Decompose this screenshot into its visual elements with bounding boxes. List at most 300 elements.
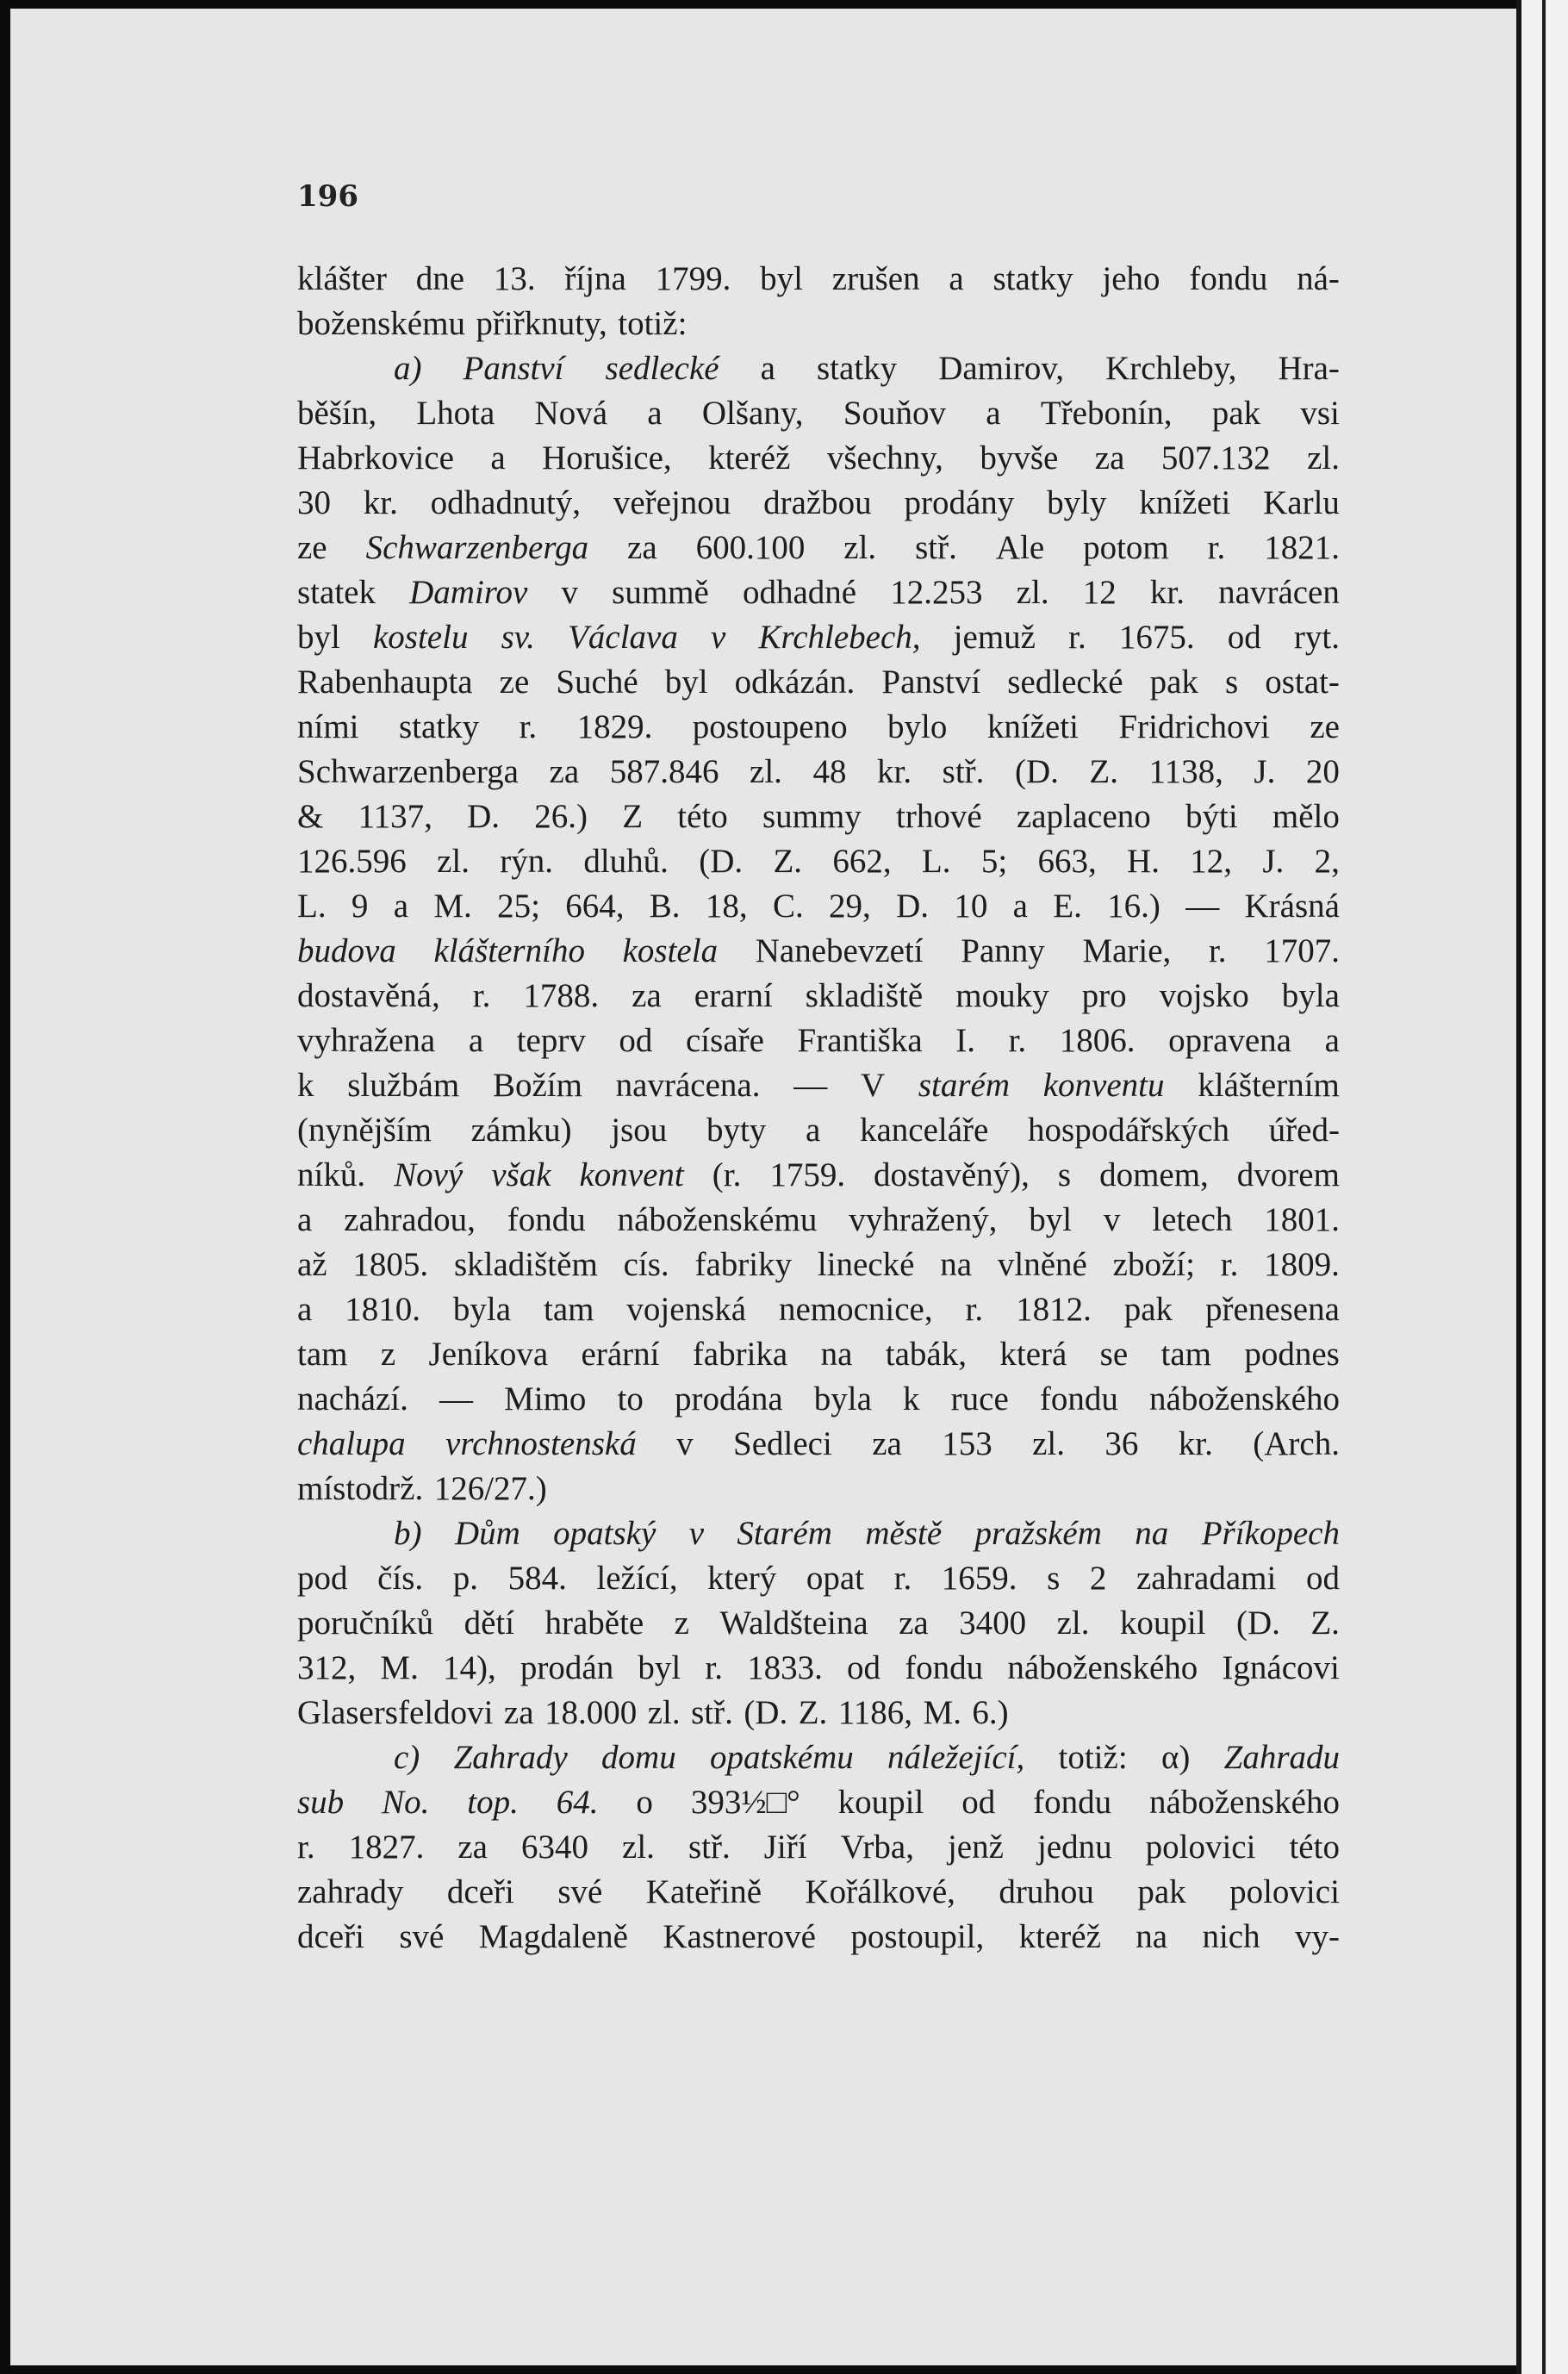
word: 18.000	[544, 1694, 638, 1731]
word: Suché	[556, 664, 638, 701]
word: 1809.	[1264, 1246, 1340, 1283]
word: byvše	[980, 439, 1059, 477]
text-line	[297, 1153, 1340, 1198]
word: stř.	[688, 1829, 731, 1866]
word: od	[847, 1649, 881, 1686]
word: Damirov,	[938, 350, 1065, 387]
word: zl.	[622, 1829, 655, 1866]
word: zrušen	[831, 260, 920, 297]
word: mouky	[955, 977, 1049, 1014]
word: 587.846	[609, 753, 719, 790]
word: summy	[762, 798, 862, 835]
word: to	[617, 1380, 644, 1418]
word: 64.	[556, 1784, 599, 1821]
word: dostavěný),	[874, 1156, 1030, 1193]
word: kteréž	[708, 439, 791, 477]
word: M.	[433, 888, 472, 925]
word: Lhota	[416, 395, 495, 432]
word: domem,	[1099, 1156, 1209, 1193]
word: statek	[297, 574, 376, 611]
word: M.	[380, 1649, 419, 1686]
word: D.	[467, 798, 501, 835]
word: tabák,	[885, 1336, 967, 1373]
word: 126/27.)	[433, 1470, 547, 1507]
word: 36	[1104, 1425, 1139, 1462]
word: 6340	[521, 1829, 589, 1866]
text-line	[297, 1780, 1340, 1825]
word: odhadné	[742, 574, 857, 611]
word: a	[760, 350, 775, 387]
word: opatskému	[709, 1739, 854, 1776]
word: náležející,	[887, 1739, 1025, 1776]
word: polovici	[1229, 1873, 1340, 1910]
word: 2,	[1314, 843, 1340, 880]
word: Kastnerové	[663, 1918, 816, 1955]
text-line	[297, 526, 1340, 570]
word: náboženského	[1149, 1784, 1340, 1821]
word: (r.	[712, 1156, 742, 1193]
word: místodrž.	[297, 1470, 424, 1507]
word: nich	[1202, 1918, 1260, 1955]
word: Fridrichovi	[1118, 708, 1270, 745]
word: nachází.	[297, 1380, 408, 1418]
word: fondu	[507, 1201, 586, 1238]
word: boženskému	[297, 305, 465, 342]
word: Olšany,	[701, 395, 804, 432]
word: od	[961, 1784, 996, 1821]
word: rýn.	[500, 843, 554, 880]
word: skladištěm	[453, 1246, 598, 1283]
text-line	[297, 1332, 1340, 1377]
word: zámku)	[470, 1112, 572, 1149]
word: vlněné	[997, 1246, 1087, 1283]
word: stř.	[942, 753, 985, 790]
word: 9	[351, 888, 369, 925]
word: za	[632, 977, 662, 1014]
word: v	[711, 619, 726, 656]
word: c)	[394, 1739, 420, 1776]
word: Panství	[463, 350, 564, 387]
word: v	[676, 1425, 694, 1462]
word: běšín,	[297, 395, 377, 432]
word: J.	[1262, 843, 1285, 880]
word: Waldšteina	[719, 1604, 868, 1642]
word: —	[1185, 888, 1220, 925]
word: Ignácovi	[1222, 1649, 1340, 1686]
text-line	[297, 302, 1340, 346]
word: přenesena	[1204, 1291, 1340, 1328]
word: 1829.	[576, 708, 653, 745]
word: (nynějším	[297, 1112, 432, 1149]
word: 1659.	[941, 1560, 1017, 1597]
word: r.	[297, 1829, 315, 1866]
word: ze	[297, 529, 327, 566]
word: a	[949, 260, 964, 297]
word: prodán	[520, 1649, 614, 1686]
word: fondu	[905, 1649, 984, 1686]
word: konvent	[579, 1156, 684, 1193]
word: Ale	[995, 529, 1045, 566]
word: 12.253	[890, 574, 983, 611]
word: Panství	[881, 664, 981, 701]
word: klášter	[297, 260, 387, 297]
word: skladiště	[805, 977, 924, 1014]
word: Schwarzenberga	[297, 753, 519, 790]
word: městě	[865, 1515, 943, 1552]
word: za	[503, 1694, 534, 1731]
text-line	[297, 705, 1340, 750]
word: H.	[1127, 843, 1160, 880]
word: pro	[1081, 977, 1127, 1014]
text-line	[297, 1377, 1340, 1422]
word: 29,	[829, 888, 871, 925]
word: na	[820, 1336, 853, 1373]
word: císaře	[686, 1022, 764, 1059]
word: 153	[942, 1425, 992, 1462]
word: kanceláře	[859, 1112, 989, 1149]
word: z	[674, 1604, 689, 1642]
word: zahradami	[1136, 1560, 1277, 1597]
word: byla	[813, 1380, 872, 1418]
word: podnes	[1244, 1336, 1340, 1373]
word: za	[1094, 439, 1125, 477]
word: Václava	[568, 619, 678, 656]
word: dne	[415, 260, 465, 297]
text-line	[297, 1870, 1340, 1915]
word: zahradou,	[344, 1201, 476, 1238]
word: jsou	[611, 1112, 668, 1149]
word: 1812.	[1016, 1291, 1092, 1328]
word: vy-	[1295, 1918, 1340, 1955]
word: sv.	[501, 619, 535, 656]
word: fondu	[1039, 1380, 1118, 1418]
word: J.	[1254, 753, 1276, 790]
text-line	[297, 660, 1340, 705]
body-text	[297, 257, 1340, 1960]
word: odkázán.	[734, 664, 856, 701]
word: klášterního	[433, 932, 585, 969]
word: Souňov	[843, 395, 947, 432]
word: mělo	[1272, 798, 1340, 835]
word: bylo	[887, 708, 948, 745]
text-line	[297, 1601, 1340, 1646]
word: přiřknuty,	[476, 305, 607, 342]
word: teprv	[516, 1022, 586, 1059]
word: vojenská	[626, 1291, 747, 1328]
text-line	[297, 1915, 1340, 1960]
word: 2	[1089, 1560, 1107, 1597]
word: Františka	[797, 1022, 923, 1059]
word: na	[1136, 1918, 1168, 1955]
word: a	[805, 1112, 821, 1149]
word: Kateřině	[645, 1873, 762, 1910]
word: (D.	[1236, 1604, 1280, 1642]
word: 12,	[1190, 843, 1233, 880]
word: 16.)	[1107, 888, 1160, 925]
word: 663,	[1037, 843, 1097, 880]
word: 5;	[980, 843, 1008, 880]
word: 25;	[497, 888, 540, 925]
word: byty	[706, 1112, 767, 1149]
word: dvorem	[1236, 1156, 1340, 1193]
word: dostavěná,	[297, 977, 440, 1014]
word: 10	[954, 888, 988, 925]
word: Krchlebech,	[758, 619, 921, 656]
word: za	[899, 1604, 929, 1642]
word: totiž:	[618, 305, 688, 342]
word: 1833.	[747, 1649, 823, 1686]
word: cís.	[623, 1246, 669, 1283]
word: erarní	[694, 977, 773, 1014]
word: —	[439, 1380, 473, 1418]
text-line	[297, 839, 1340, 884]
word: totiž:	[1058, 1739, 1128, 1776]
word: od	[619, 1022, 653, 1059]
word: kr.	[1149, 574, 1185, 611]
word: a	[490, 439, 506, 477]
word: postoupil,	[850, 1918, 985, 1955]
word: své	[399, 1918, 445, 1955]
word: No.	[382, 1784, 430, 1821]
word: erární	[581, 1336, 660, 1373]
word: 1806.	[1059, 1022, 1136, 1059]
word: 1707.	[1264, 932, 1340, 969]
word: kr.	[877, 753, 912, 790]
word: ležící,	[596, 1560, 678, 1597]
word: L.	[921, 843, 951, 880]
text-line	[297, 1511, 1340, 1556]
text-line	[297, 1735, 1340, 1780]
word: 1137,	[358, 798, 432, 835]
word: vyhražený,	[849, 1201, 998, 1238]
word: službám	[347, 1067, 460, 1104]
word: navrácen	[1218, 574, 1340, 611]
word: starém	[918, 1067, 1011, 1104]
word: 14),	[443, 1649, 496, 1686]
word: 18,	[705, 888, 748, 925]
word: Damirov	[409, 574, 528, 611]
word: (D.	[699, 843, 744, 880]
word: Sedleci	[733, 1425, 832, 1462]
word: statky	[817, 350, 898, 387]
word: náboženského	[1149, 1380, 1340, 1418]
word: Kořálkové,	[805, 1873, 955, 1910]
word: M.	[923, 1694, 961, 1731]
text-line	[297, 1691, 1340, 1735]
word: 1788.	[523, 977, 600, 1014]
word: dceři	[446, 1873, 514, 1910]
word: kr.	[1178, 1425, 1213, 1462]
scan-edge-line	[1516, 0, 1521, 2374]
word: o	[636, 1784, 653, 1821]
word: ostat-	[1265, 664, 1340, 701]
text-line	[297, 615, 1340, 660]
text-line	[297, 974, 1340, 1019]
word: který	[707, 1560, 777, 1597]
word: I.	[955, 1022, 975, 1059]
word: zl.	[1032, 1425, 1065, 1462]
word: fondu	[1189, 260, 1268, 297]
word: Nová	[534, 395, 608, 432]
word: dražbou	[763, 484, 872, 521]
word: ryt.	[1293, 619, 1340, 656]
page-number: 196	[297, 179, 358, 214]
word: 1805.	[352, 1246, 429, 1283]
word: stř.	[691, 1694, 733, 1731]
word: Z.	[1310, 1604, 1340, 1642]
word: od	[1227, 619, 1261, 656]
word: r.	[1068, 619, 1086, 656]
word: stř.	[915, 529, 957, 566]
word: dceři	[297, 1918, 364, 1955]
word: prodána	[675, 1380, 783, 1418]
word: tam	[1160, 1336, 1212, 1373]
word: ními	[297, 708, 359, 745]
word: pak	[1123, 1291, 1173, 1328]
word: pak	[1149, 664, 1198, 701]
word: Nanebevzetí	[755, 932, 924, 969]
word: budova	[297, 932, 396, 969]
word: knížeti	[986, 708, 1079, 745]
word: L.	[297, 888, 327, 925]
word: zl.	[843, 529, 877, 566]
word: zl.	[750, 753, 782, 790]
word: r.	[965, 1291, 984, 1328]
word: zl.	[1056, 1604, 1090, 1642]
word: kteréž	[1018, 1918, 1101, 1955]
word: byl	[760, 260, 803, 297]
word: byla	[1281, 977, 1340, 1014]
word: 6.)	[972, 1694, 1009, 1731]
word: a	[1012, 888, 1028, 925]
word: 662,	[832, 843, 892, 880]
word: Habrkovice	[297, 439, 454, 477]
word: r.	[472, 977, 491, 1014]
word: a	[297, 1201, 313, 1238]
word: Z	[622, 798, 644, 835]
text-line	[297, 1108, 1340, 1153]
word: letech	[1152, 1201, 1233, 1238]
word: sub	[297, 1784, 345, 1821]
word: p.	[452, 1560, 478, 1597]
word: D.	[896, 888, 929, 925]
word: 507.132	[1160, 439, 1271, 477]
word: r.	[1207, 529, 1226, 566]
word: náboženskému	[617, 1201, 818, 1238]
text-line	[297, 1467, 1340, 1511]
word: konventu	[1042, 1067, 1165, 1104]
word: knížeti	[1139, 484, 1231, 521]
word: zl.	[1016, 574, 1049, 611]
word: Karlu	[1263, 484, 1340, 521]
word: 1186,	[837, 1694, 913, 1731]
word: 1821.	[1264, 529, 1340, 566]
word: zboží;	[1112, 1246, 1195, 1283]
word: a	[1324, 1022, 1340, 1059]
word: linecké	[817, 1246, 915, 1283]
word: Rabenhaupta	[297, 664, 473, 701]
text-line	[297, 750, 1340, 794]
word: opravena	[1168, 1022, 1291, 1059]
word: koupil	[1119, 1604, 1206, 1642]
word: v	[688, 1515, 705, 1552]
word: na	[1135, 1515, 1169, 1552]
word: ruce	[950, 1380, 1009, 1418]
text-line	[297, 1019, 1340, 1063]
word: Starém	[737, 1515, 832, 1552]
word: odhadnutý,	[430, 484, 582, 521]
word: Vrba,	[840, 1829, 914, 1866]
word: byla	[452, 1291, 512, 1328]
word: V	[860, 1067, 886, 1104]
word: jednu	[1036, 1829, 1112, 1866]
word: sedlecké	[1007, 664, 1123, 701]
word: r.	[1208, 932, 1227, 969]
word: pak	[1137, 1873, 1186, 1910]
word: trhové	[896, 798, 982, 835]
word: druhou	[999, 1873, 1094, 1910]
text-line	[297, 481, 1340, 526]
word: Zahrady	[453, 1739, 568, 1776]
word: byl	[664, 664, 708, 701]
word: své	[557, 1873, 603, 1910]
word: Glasersfeldovi	[297, 1694, 494, 1731]
word: 20	[1305, 753, 1340, 790]
word: s	[1225, 664, 1239, 701]
word: opatský	[553, 1515, 656, 1552]
word: za	[457, 1829, 488, 1866]
word: tam	[543, 1291, 594, 1328]
word: pak	[1211, 395, 1261, 432]
word: býti	[1185, 798, 1238, 835]
word: klášterním	[1198, 1067, 1340, 1104]
word: čís.	[377, 1560, 424, 1597]
word: 3400	[959, 1604, 1027, 1642]
text-line	[297, 794, 1340, 839]
word: b)	[394, 1515, 422, 1552]
word: pod	[297, 1560, 348, 1597]
word: summě	[612, 574, 709, 611]
word: prodány	[904, 484, 1015, 521]
word: r.	[893, 1560, 912, 1597]
word: všechny,	[826, 439, 943, 477]
word: se	[1099, 1336, 1129, 1373]
word: 393½□°	[690, 1784, 800, 1821]
word: —	[793, 1067, 828, 1104]
word: byly	[1047, 484, 1107, 521]
word: jenž	[947, 1829, 1004, 1866]
word: 584.	[507, 1560, 567, 1597]
text-line	[297, 436, 1340, 481]
word: B.	[649, 888, 681, 925]
word: v	[1103, 1201, 1121, 1238]
word: náboženského	[1007, 1649, 1198, 1686]
word: Z.	[1089, 753, 1118, 790]
word: (D.	[1014, 753, 1059, 790]
word: Zahradu	[1223, 1739, 1340, 1776]
word: jemuž	[953, 619, 1036, 656]
word: hospodářských	[1028, 1112, 1229, 1149]
word: poručníků	[297, 1604, 434, 1642]
word: opat	[806, 1560, 865, 1597]
word: Nový	[394, 1156, 464, 1193]
word: r.	[705, 1649, 723, 1686]
word: na	[940, 1246, 973, 1283]
word: ná-	[1297, 260, 1340, 297]
word: top.	[467, 1784, 519, 1821]
word: domu	[601, 1739, 676, 1776]
word: od	[1305, 1560, 1340, 1597]
